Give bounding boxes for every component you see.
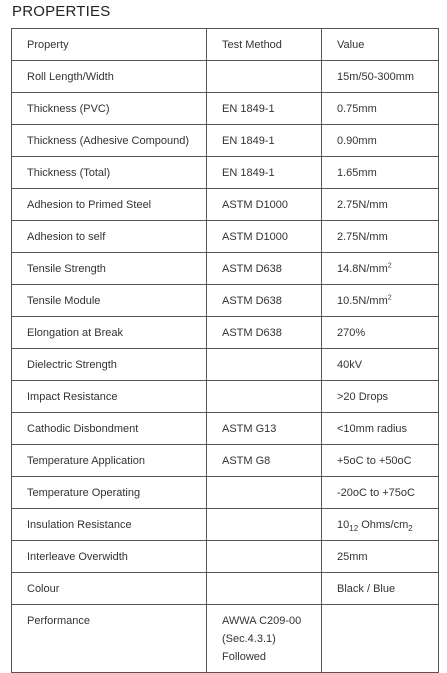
cell-value — [322, 541, 439, 573]
cell-test-method — [207, 61, 322, 93]
table-row — [12, 61, 439, 93]
cell-value — [322, 605, 439, 673]
cell-value — [322, 253, 439, 285]
cell-property: Elongation at Break — [12, 317, 207, 349]
cell-value — [322, 573, 439, 605]
value-text: +5oC to +50oC — [337, 455, 412, 467]
value-text: 270% — [337, 327, 366, 339]
value-text: 15m/50-300mm — [337, 71, 415, 83]
cell-property: Tensile Strength — [12, 253, 207, 285]
cell-property: Thickness (Total) — [12, 157, 207, 189]
value-text: 2.75N/mm — [337, 199, 388, 211]
value-text: 0.90mm — [337, 135, 377, 147]
value-text: -20oC to +75oC — [337, 487, 415, 499]
cell-value — [322, 477, 439, 509]
cell-value — [322, 413, 439, 445]
cell-test-method: ASTM D638 — [207, 285, 322, 317]
table-row — [12, 125, 439, 157]
cell-test-method: AWWA C209-00 (Sec.4.3.1) Followed — [207, 605, 322, 673]
cell-property: Adhesion to self — [12, 221, 207, 253]
table-row — [12, 221, 439, 253]
value-text: 25mm — [337, 551, 368, 563]
value-text: >20 Drops — [337, 391, 389, 403]
value-text: 40kV — [337, 359, 363, 371]
cell-test-method — [207, 381, 322, 413]
header-property: Property — [12, 29, 207, 61]
cell-test-method — [207, 509, 322, 541]
table-row — [12, 477, 439, 509]
cell-test-method — [207, 573, 322, 605]
cell-test-method — [207, 477, 322, 509]
cell-value — [322, 317, 439, 349]
table-row — [12, 189, 439, 221]
table-row — [12, 573, 439, 605]
cell-property: Adhesion to Primed Steel — [12, 189, 207, 221]
table-row — [12, 541, 439, 573]
table-row — [12, 285, 439, 317]
cell-value — [322, 157, 439, 189]
header-value: Value — [322, 29, 439, 61]
cell-property: Performance — [12, 605, 207, 673]
value-text: 2.75N/mm — [337, 231, 388, 243]
cell-value — [322, 381, 439, 413]
cell-property: Temperature Operating — [12, 477, 207, 509]
cell-value — [322, 349, 439, 381]
table-row — [12, 445, 439, 477]
value-superscript: 2 — [387, 294, 392, 302]
value-unit-subscript: 2 — [408, 524, 413, 534]
cell-test-method: ASTM G8 — [207, 445, 322, 477]
cell-test-method: ASTM D638 — [207, 317, 322, 349]
table-row — [12, 157, 439, 189]
cell-property: Roll Length/Width — [12, 61, 207, 93]
cell-test-method — [207, 349, 322, 381]
value-text: <10mm radius — [337, 423, 408, 435]
cell-test-method: ASTM D1000 — [207, 221, 322, 253]
header-test-method: Test Method — [207, 29, 322, 61]
cell-property: Impact Resistance — [12, 381, 207, 413]
cell-test-method: ASTM D638 — [207, 253, 322, 285]
value-unit: Ohms/cm — [358, 519, 409, 531]
table-row — [12, 413, 439, 445]
cell-property: Tensile Module — [12, 285, 207, 317]
table-row — [12, 317, 439, 349]
cell-property: Interleave Overwidth — [12, 541, 207, 573]
cell-test-method: EN 1849-1 — [207, 125, 322, 157]
table-row — [12, 349, 439, 381]
cell-test-method — [207, 541, 322, 573]
value-text: Black / Blue — [337, 583, 396, 595]
cell-test-method: EN 1849-1 — [207, 157, 322, 189]
value-text: 10.5N/mm — [337, 295, 388, 307]
cell-property: Insulation Resistance — [12, 509, 207, 541]
cell-value — [322, 93, 439, 125]
cell-value — [322, 221, 439, 253]
table-header-row — [12, 29, 439, 61]
value-subscript: 12 — [349, 524, 359, 534]
cell-value — [322, 61, 439, 93]
value-text: 10 — [337, 519, 350, 531]
cell-property: Cathodic Disbondment — [12, 413, 207, 445]
cell-value — [322, 189, 439, 221]
cell-property: Thickness (Adhesive Compound) — [12, 125, 207, 157]
cell-property: Temperature Application — [12, 445, 207, 477]
cell-value — [322, 509, 439, 541]
table-row — [12, 509, 439, 541]
cell-test-method: ASTM G13 — [207, 413, 322, 445]
value-text: 1.65mm — [337, 167, 377, 179]
cell-value — [322, 285, 439, 317]
cell-test-method: ASTM D1000 — [207, 189, 322, 221]
value-superscript: 2 — [387, 262, 392, 270]
value-text: 14.8N/mm — [337, 263, 388, 275]
section-heading: PROPERTIES — [12, 3, 111, 20]
cell-test-method: EN 1849-1 — [207, 93, 322, 125]
table-row — [12, 605, 439, 673]
table-row — [12, 93, 439, 125]
value-text: 0.75mm — [337, 103, 377, 115]
table-row — [12, 381, 439, 413]
properties-table-body — [12, 29, 439, 673]
cell-property: Dielectric Strength — [12, 349, 207, 381]
properties-table — [11, 28, 439, 673]
cell-property: Colour — [12, 573, 207, 605]
table-row — [12, 253, 439, 285]
cell-property: Thickness (PVC) — [12, 93, 207, 125]
cell-value — [322, 125, 439, 157]
cell-value — [322, 445, 439, 477]
